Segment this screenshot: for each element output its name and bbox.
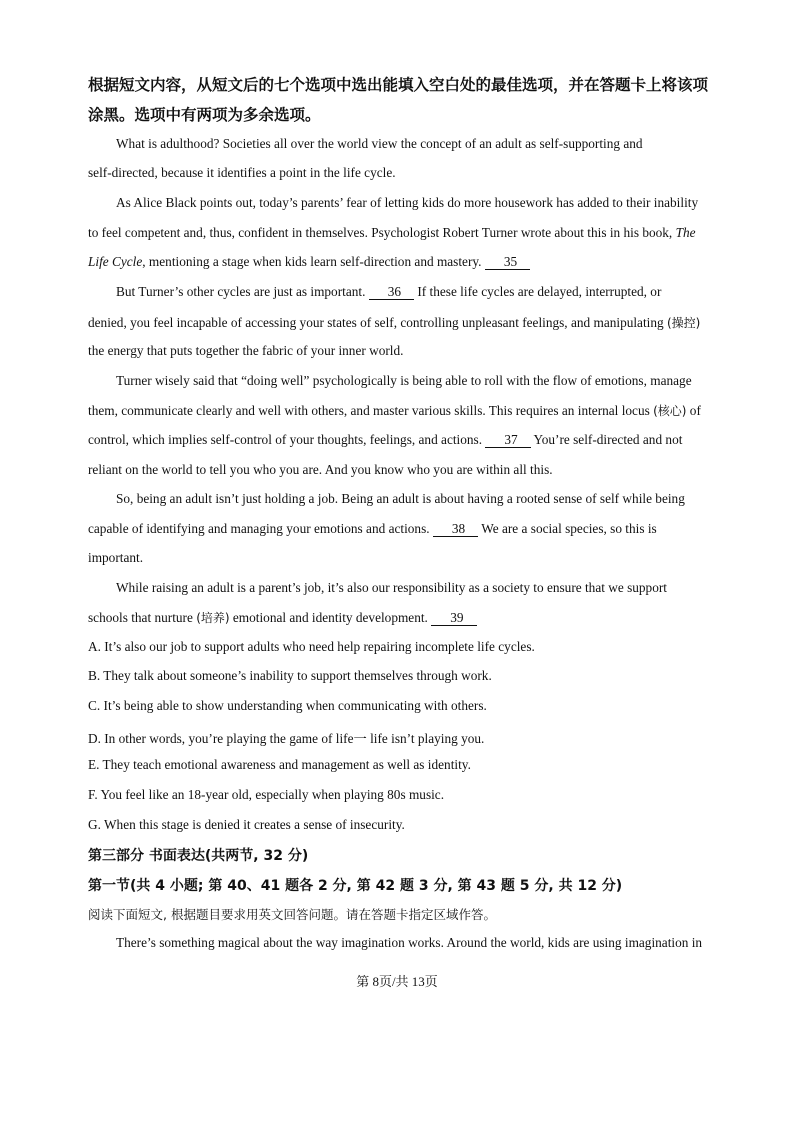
- p3-line-1-text-b: If these life cycles are delayed, interrupted, or: [414, 284, 662, 299]
- page-footer: 第 8页/共 13页: [356, 974, 438, 989]
- p2-line-1: As Alice Black points out, today’s parents’ fear of letting kids do more housework has added to their inability: [116, 195, 699, 210]
- blank-37[interactable]: 37: [485, 433, 530, 448]
- option-e: E. They teach emotional awareness and management as well as identity.: [88, 757, 471, 772]
- option-a: A. It’s also our job to support adults who need help repairing incomplete life cycles.: [88, 639, 535, 654]
- section1-direction: 阅读下面短文, 根据题目要求用英文回答问题。请在答题卡指定区域作答。: [88, 907, 496, 922]
- p2-line-2-text: to feel competent and, thus, confident in themselves. Psychologist Robert Turner wrote about this in his book,: [88, 225, 676, 240]
- p1-line-1: What is adulthood? Societies all over the world view the concept of an adult as self-supporting and: [116, 136, 643, 151]
- p5-line-1: So, being an adult isn’t just holding a job. Being an adult is about having a rooted sense of self while being: [116, 491, 685, 506]
- p3-line-3: the energy that puts together the fabric of your inner world.: [88, 343, 404, 358]
- p3-line-2-text: denied, you feel incapable of accessing your states of self, controlling unpleasant feelings, and manipulating: [88, 315, 667, 330]
- p5-line-3: important.: [88, 550, 144, 565]
- p4-line-3: [88, 432, 682, 448]
- gloss-nurture: (培养): [196, 611, 230, 625]
- p2-line-3-text: , mentioning a stage when kids learn self-direction and mastery.: [142, 254, 485, 269]
- gloss-locus: (核心): [653, 404, 687, 418]
- p2-line-2: [88, 225, 696, 241]
- p4-line-2-text-a: them, communicate clearly and well with others, and master various skills. This requires an internal locus: [88, 403, 654, 418]
- p3-line-1: [116, 284, 661, 300]
- option-b: B. They talk about someone’s inability to support themselves through work.: [88, 668, 492, 683]
- p3-line-2: [88, 314, 700, 331]
- book-title-start: The: [675, 225, 696, 240]
- p4-line-1: Turner wisely said that “doing well” psychologically is being able to roll with the flow of emotions, manage: [116, 373, 692, 388]
- instruction-line-2: 涂黑。选项中有两项为多余选项。: [88, 106, 321, 124]
- p5-line-2-text-b: We are a social species, so this is: [478, 521, 657, 536]
- p6-line-1: While raising an adult is a parent’s job, it’s also our responsibility as a society to ensure that we support: [116, 580, 667, 595]
- p5-line-2-text-a: capable of identifying and managing your emotions and actions.: [88, 521, 433, 536]
- section1-heading: 第一节(共 4 小题; 第 40、41 题各 2 分, 第 42 题 3 分, 第 43 题 5 分, 共 12 分): [88, 878, 623, 894]
- gloss-manipulate: (操控): [666, 316, 701, 330]
- p6-line-2-text-a: schools that nurture: [88, 610, 197, 625]
- p4-line-2-text-b: of: [686, 403, 701, 418]
- blank-36[interactable]: 36: [369, 285, 414, 300]
- passage2-line-1: There’s something magical about the way imagination works. Around the world, kids are using imagination in: [116, 935, 703, 950]
- option-g: G. When this stage is denied it creates a sense of insecurity.: [88, 817, 405, 832]
- blank-35[interactable]: 35: [485, 255, 530, 270]
- blank-38[interactable]: 38: [433, 522, 478, 537]
- option-d: D. In other words, you’re playing the game of life一 life isn’t playing you.: [88, 731, 485, 746]
- p4-line-4: reliant on the world to tell you who you are. And you know who you are within all this.: [88, 462, 553, 477]
- p4-line-3-text-b: You’re self-directed and not: [530, 432, 683, 447]
- p2-line-3: [88, 254, 530, 270]
- p5-line-2: [88, 521, 657, 537]
- instruction-line-1: 根据短文内容，从短文后的七个选项中选出能填入空白处的最佳选项，并在答题卡上将该项: [88, 76, 709, 94]
- instruction: [88, 70, 728, 130]
- p4-line-3-text-a: control, which implies self-control of your thoughts, feelings, and actions.: [88, 432, 486, 447]
- part3-heading: 第三部分 书面表达(共两节, 32 分): [88, 848, 309, 864]
- option-f: F. You feel like an 18-year old, especially when playing 80s music.: [88, 787, 445, 802]
- p3-line-1-text-a: But Turner’s other cycles are just as important.: [116, 284, 369, 299]
- p4-line-2: [88, 402, 701, 419]
- book-title-end: Life Cycle: [88, 254, 143, 269]
- p6-line-2-text-b: emotional and identity development.: [229, 610, 432, 625]
- blank-39[interactable]: 39: [431, 611, 476, 626]
- p1-line-2: self-directed, because it identifies a point in the life cycle.: [88, 165, 396, 180]
- p6-line-2: [88, 609, 477, 626]
- option-c: C. It’s being able to show understanding when communicating with others.: [88, 698, 487, 713]
